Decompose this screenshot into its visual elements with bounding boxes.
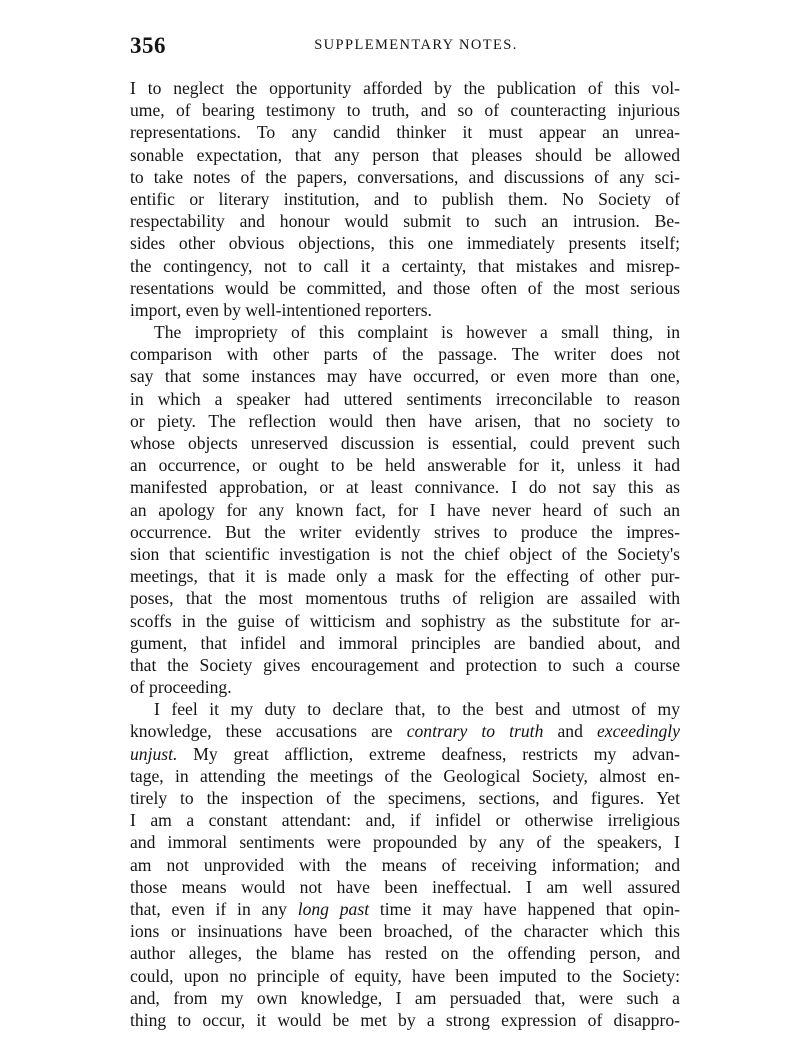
text-line: respectability and honour would submit to such an intrusion. Be- — [130, 211, 680, 232]
text-line: and, from my own knowledge, I am persuaded that, were such a — [130, 987, 680, 1008]
text-line: occurrence. But the writer evidently strives to produce the impres- — [130, 521, 680, 542]
text-line: sion that scientific investigation is not the chief object of the Society's — [130, 543, 680, 564]
text-line: ions or insinuations have been broached, of the character which this — [130, 921, 680, 942]
text-line: import, even by well-intentioned reporters. — [130, 299, 432, 320]
text-line — [130, 898, 680, 920]
italic-phrase: long past — [297, 898, 370, 919]
text-line: entific or literary institution, and to publish them. No Society of — [130, 188, 680, 209]
text-line: those means would not have been ineffectual. I am well assured — [130, 876, 680, 897]
text-line: sonable expectation, that any person that pleases should be allowed — [130, 144, 680, 165]
text-line: comparison with other parts of the passage. The writer does not — [130, 344, 680, 365]
text-line: poses, that the most momentous truths of religion are assailed with — [130, 588, 680, 609]
text-line: sides other obvious objections, this one immediately presents itself; — [130, 233, 680, 254]
text-line: the contingency, not to call it a certainty, that mistakes and misrep- — [130, 255, 680, 276]
text-line: an apology for any known fact, for I have never heard of such an — [130, 499, 680, 520]
text-line: whose objects unreserved discussion is essential, could prevent such — [130, 433, 680, 453]
text-line: and immoral sentiments were propounded by any of the speakers, I — [130, 832, 680, 853]
text-line: or piety. The reflection would then have arisen, that no society to — [130, 410, 680, 431]
paragraph-1 — [130, 77, 680, 321]
text-line: The impropriety of this complaint is however a small thing, in — [154, 322, 680, 343]
text-line: manifested approbation, or at least connivance. I do not say this as — [130, 477, 680, 498]
body-text — [130, 77, 680, 1031]
text-line: representations. To any candid thinker it must appear an unrea- — [130, 122, 680, 143]
text-line: am not unprovided with the means of receiving information; and — [130, 854, 680, 875]
text-line: scoffs in the guise of witticism and sophistry as the substitute for ar- — [130, 610, 680, 631]
text-line: in which a speaker had uttered sentiments irreconcilable to reason — [130, 388, 680, 409]
text-line: could, upon no principle of equity, have been imputed to the Society: — [130, 965, 680, 986]
italic-phrase: unjust. — [130, 743, 178, 764]
page-number: 356 — [130, 33, 166, 58]
italic-phrase: contrary to truth — [406, 721, 544, 742]
text-run: My great affliction, extreme deafness, restricts my advan- — [177, 743, 680, 764]
text-line — [130, 720, 680, 742]
text-line: tirely to the inspection of the specimens, sections, and figures. Yet — [130, 788, 680, 808]
text-line: ume, of bearing testimony to truth, and so of counteracting injurious — [130, 100, 680, 121]
text-line: gument, that infidel and immoral principles are bandied about, and — [130, 632, 680, 653]
text-line: that the Society gives encouragement and protection to such a course — [130, 654, 680, 675]
text-line: meetings, that it is made only a mask for the effecting of other pur- — [130, 566, 680, 587]
text-line: resentations would be committed, and those often of the most serious — [130, 277, 680, 298]
text-run: knowledge, these accusations are — [130, 721, 407, 742]
text-line: of proceeding. — [130, 677, 232, 698]
page-header — [130, 33, 682, 59]
text-line: thing to occur, it would be met by a strong expression of disappro- — [130, 1009, 680, 1030]
text-line: to take notes of the papers, conversations, and discussions of any sci- — [130, 166, 680, 187]
text-line: an occurrence, or ought to be held answerable for it, unless it had — [130, 455, 680, 476]
italic-phrase: exceedingly — [596, 721, 680, 742]
text-line — [130, 743, 680, 765]
text-run: and — [543, 721, 597, 742]
text-line: I am a constant attendant: and, if infidel or otherwise irreligious — [130, 810, 680, 831]
text-line: tage, in attending the meetings of the Geological Society, almost en- — [130, 765, 680, 786]
text-line: I feel it my duty to declare that, to the best and utmost of my — [154, 699, 680, 720]
text-line: author alleges, the blame has rested on the offending person, and — [130, 943, 680, 964]
text-line: say that some instances may have occurred, or even more than one, — [130, 366, 680, 387]
paragraph-3 — [130, 698, 680, 1031]
text-line: I to neglect the opportunity afforded by the publication of this vol- — [130, 78, 680, 98]
paragraph-2 — [130, 321, 680, 698]
text-run: time it may have happened that opin- — [369, 898, 680, 919]
running-head: SUPPLEMENTARY NOTES. — [314, 37, 518, 53]
text-run: that, even if in any — [130, 898, 298, 919]
